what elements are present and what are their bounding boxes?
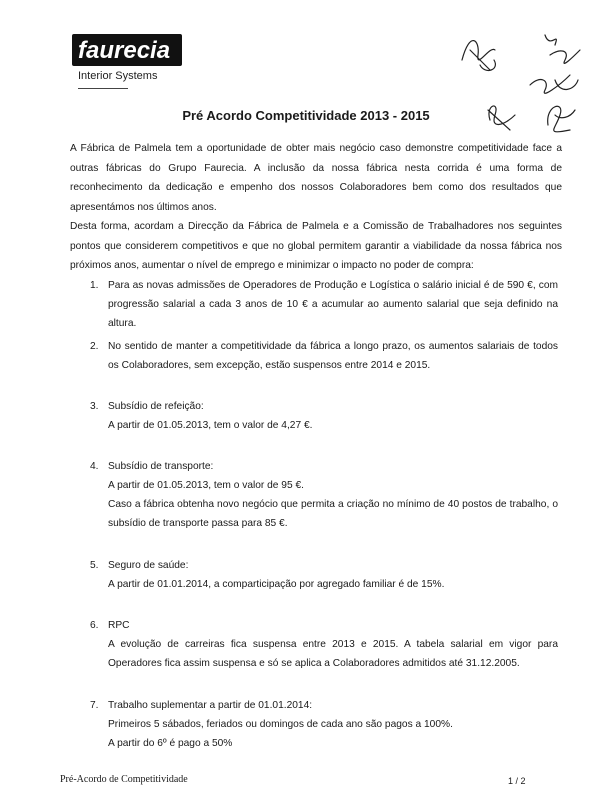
clause-heading: Seguro de saúde: bbox=[108, 560, 189, 571]
logo-subtitle: Interior Systems bbox=[78, 70, 158, 82]
clause-number: 4. bbox=[90, 461, 99, 472]
clause-text: A partir do 6º é pago a 50% bbox=[108, 738, 233, 749]
clause-text: A partir de 01.05.2013, tem o valor de 95 €. bbox=[108, 480, 304, 491]
clause-heading: Trabalho suplementar a partir de 01.01.2014: bbox=[108, 700, 313, 711]
footer-document-name: Pré-Acordo de Competitividade bbox=[60, 774, 188, 785]
clause-number: 6. bbox=[90, 620, 99, 631]
footer-page-number: 1 / 2 bbox=[508, 776, 526, 786]
intro-paragraph: Desta forma, acordam a Direcção da Fábrica de Palmela e a Comissão de Trabalhadores nos seguintes pontos que considerem competitivos e que no global permitem garantir a viabilidade da nossa fábrica nos próximos anos, aumentar o nível de emprego e minimizar o impacto no poder de compra: bbox=[70, 221, 562, 271]
logo-underline bbox=[78, 88, 128, 89]
clause-text: Caso a fábrica obtenha novo negócio que permita a criação no mínimo de 40 postos de trabalho, o subsídio de transporte passa para 85 €. bbox=[108, 499, 558, 529]
document-title: Pré Acordo Competitividade 2013 - 2015 bbox=[182, 108, 430, 123]
clause-number: 5. bbox=[90, 560, 99, 571]
clause-number: 7. bbox=[90, 700, 99, 711]
clause-number: 2. bbox=[90, 341, 99, 352]
clause-text: A partir de 01.05.2013, tem o valor de 4,27 €. bbox=[108, 420, 313, 431]
clause-heading: Subsídio de transporte: bbox=[108, 461, 214, 472]
intro-paragraph: A Fábrica de Palmela tem a oportunidade de obter mais negócio caso demonstre competitividade face a outras fábricas do Grupo Faurecia. A inclusão da nossa fábrica nesta corrida é uma forma de reconhecimento da dedicação e empenho dos nossos Colaboradores bem como dos resultados que apresentámos nos últimos anos. bbox=[70, 143, 562, 213]
clause-text: A evolução de carreiras fica suspensa entre 2013 e 2015. A tabela salarial em vigor para Operadores fica assim suspensa e só se aplica a Colaboradores admitidos até 31.12.2005. bbox=[108, 639, 558, 669]
clause-text: Para as novas admissões de Operadores de Produção e Logística o salário inicial é de 590 €, com progressão salarial a cada 3 anos de 10 € a acumular ao aumento salarial que seja definido na altura. bbox=[108, 280, 558, 329]
logo-brand: faurecia bbox=[78, 37, 171, 64]
intro-section bbox=[70, 139, 562, 276]
clause-text: No sentido de manter a competitividade da fábrica a longo prazo, os aumentos salariais de todos os Colaboradores, sem excepção, estão suspensos entre 2014 e 2015. bbox=[108, 341, 558, 371]
clause-text: A partir de 01.01.2014, a comparticipação por agregado familiar é de 15%. bbox=[108, 579, 445, 590]
clause-heading: RPC bbox=[108, 620, 130, 631]
logo-mark bbox=[72, 34, 182, 66]
clause-number: 1. bbox=[90, 280, 99, 291]
clause-heading: Subsídio de refeição: bbox=[108, 401, 204, 412]
clause-number: 3. bbox=[90, 401, 99, 412]
clause-text: Primeiros 5 sábados, feriados ou domingos de cada ano são pagos a 100%. bbox=[108, 719, 453, 730]
company-logo bbox=[72, 34, 184, 89]
